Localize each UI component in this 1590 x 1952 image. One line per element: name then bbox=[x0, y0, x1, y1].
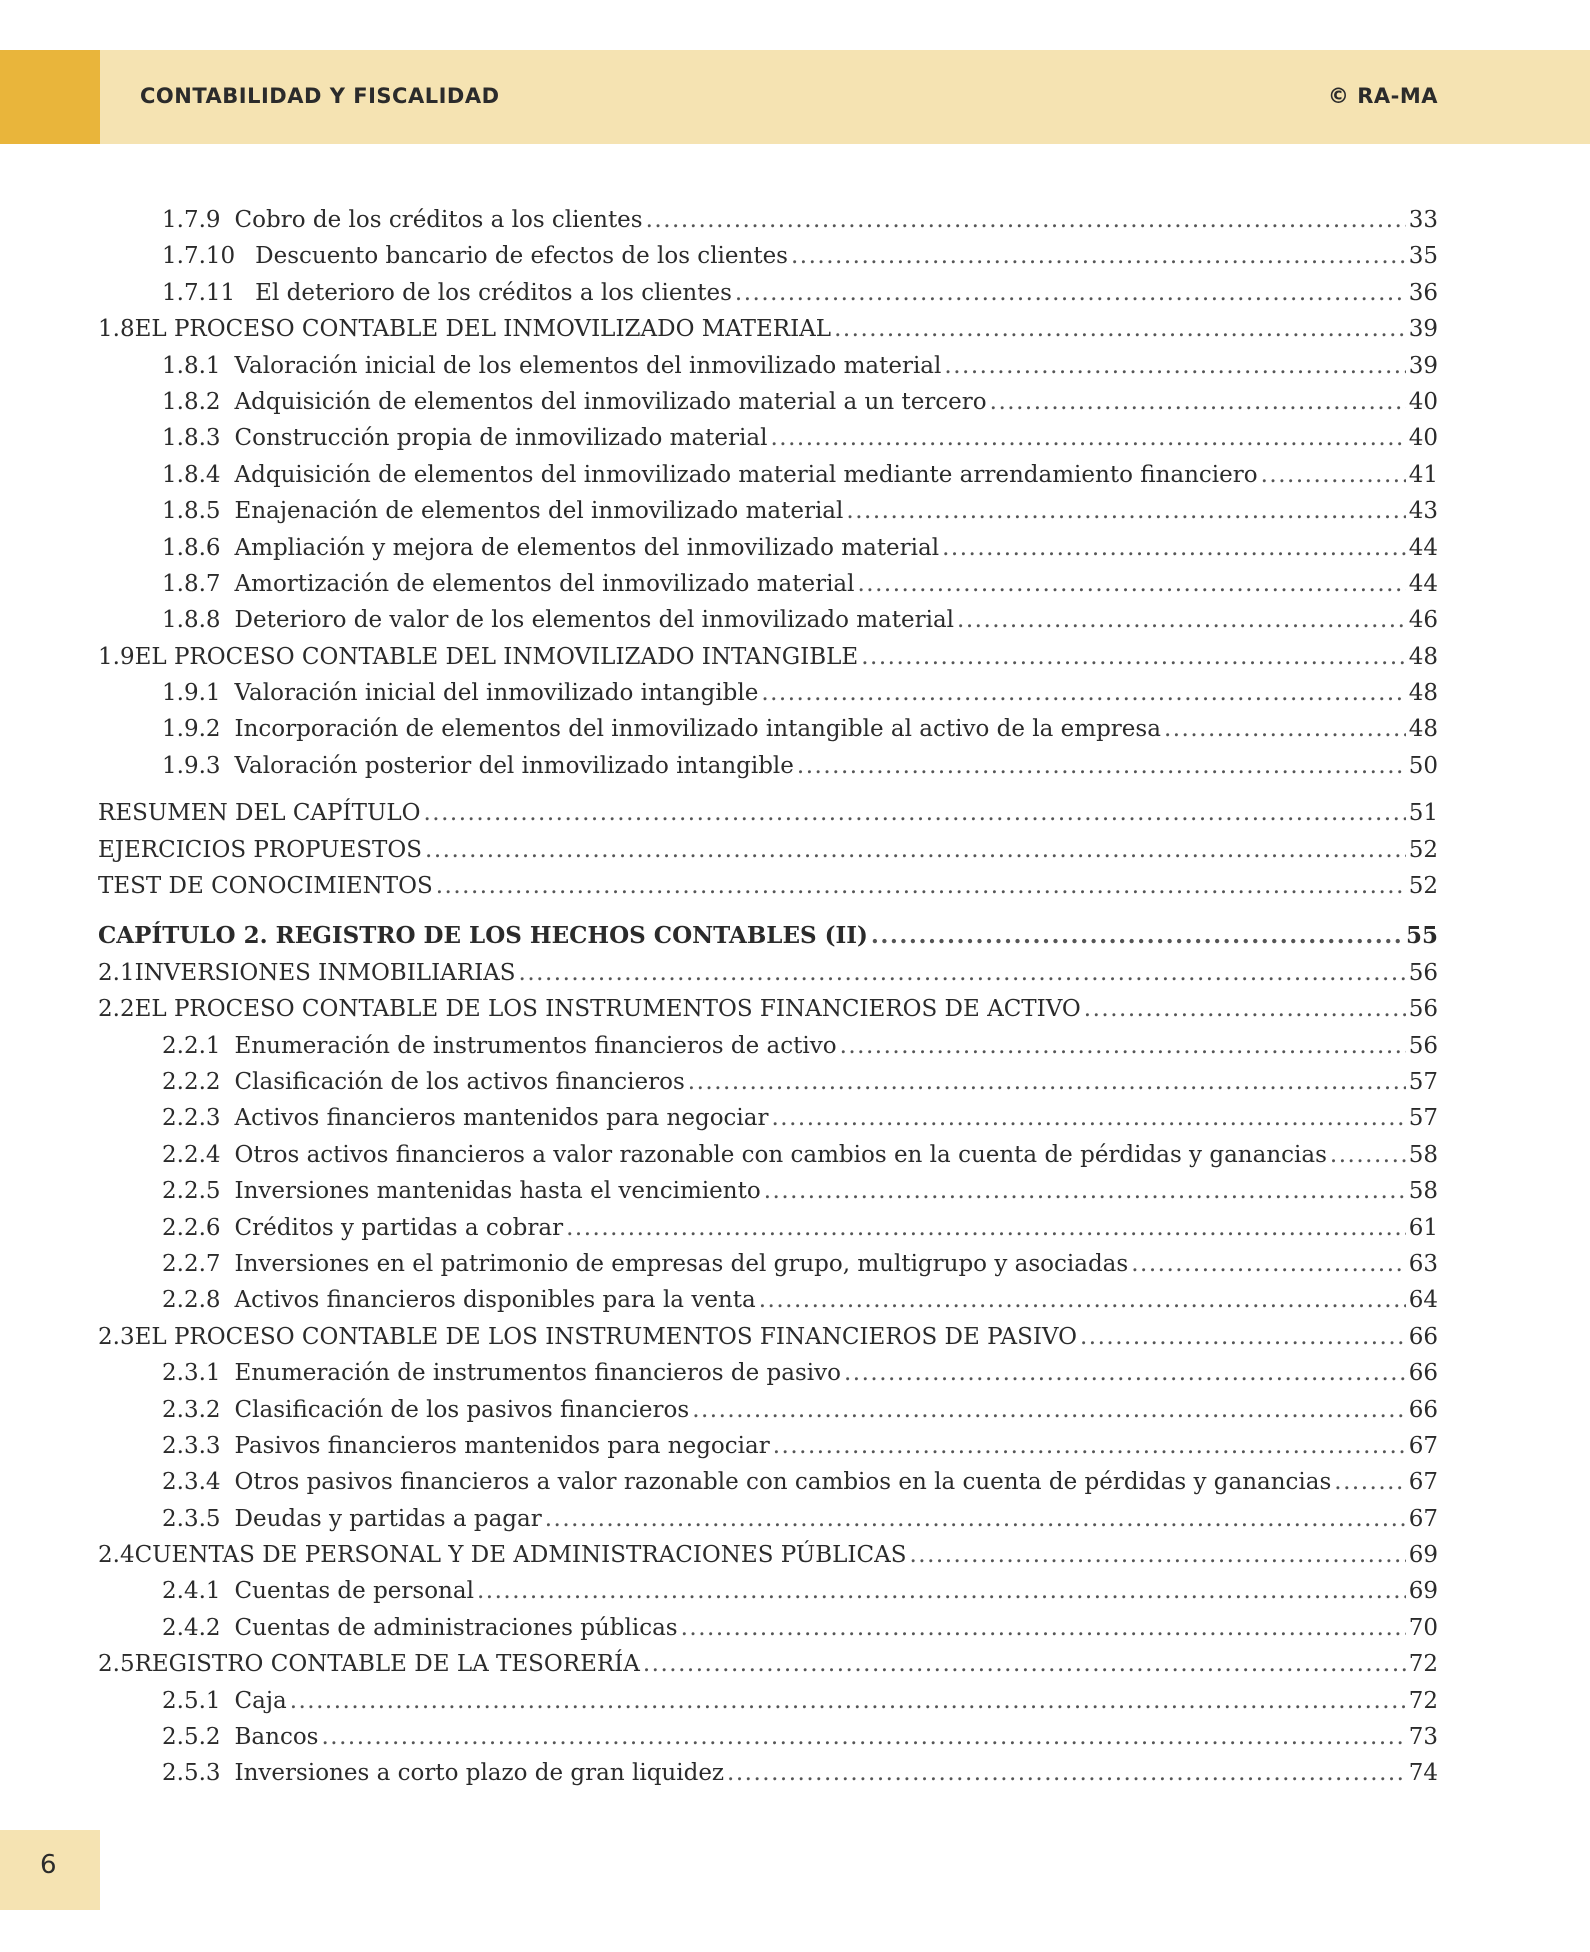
toc-entry-page: 63 bbox=[1408, 1250, 1438, 1277]
toc-entry-number: 2.2.8 bbox=[162, 1287, 221, 1314]
toc-entry-page: 36 bbox=[1408, 279, 1438, 306]
toc-entry-page: 69 bbox=[1408, 1578, 1438, 1605]
dot-leader bbox=[957, 602, 1406, 638]
dot-leader bbox=[735, 275, 1406, 311]
toc-entry-label: Otros activos financieros a valor razonable con cambios en la cuenta de pérdidas y ganancias bbox=[234, 1141, 1327, 1168]
toc-entry-number: 2.3.3 bbox=[162, 1432, 221, 1459]
toc-entry-label: Activos financieros disponibles para la venta bbox=[234, 1287, 756, 1314]
toc-entry-label: Bancos bbox=[234, 1724, 319, 1751]
toc-entry-page: 66 bbox=[1408, 1360, 1438, 1387]
toc-entry-label: REGISTRO CONTABLE DE LA TESORERÍA bbox=[134, 1651, 640, 1678]
toc-entry-page: 51 bbox=[1408, 800, 1438, 827]
toc-entry-page: 73 bbox=[1408, 1724, 1438, 1751]
dot-leader bbox=[1261, 457, 1406, 493]
dot-leader bbox=[909, 1537, 1405, 1573]
toc-entry[interactable] bbox=[98, 748, 1438, 784]
dot-leader bbox=[1131, 1246, 1406, 1282]
toc-entry[interactable] bbox=[98, 1646, 1438, 1682]
dot-leader bbox=[425, 832, 1406, 868]
toc-entry-page: 39 bbox=[1408, 316, 1438, 343]
toc-entry-number: 2.5.3 bbox=[162, 1760, 221, 1787]
toc-entry-number: 2.2.4 bbox=[162, 1141, 221, 1168]
dot-leader bbox=[797, 748, 1406, 784]
book-title: CONTABILIDAD Y FISCALIDAD bbox=[140, 84, 500, 108]
toc-entry-number: 1.9.1 bbox=[162, 680, 221, 707]
toc-entry-label: El deterioro de los créditos a los clientes bbox=[255, 279, 732, 306]
toc-entry-number: 1.8.4 bbox=[162, 461, 221, 488]
dot-leader bbox=[846, 493, 1405, 529]
toc-entry-number: 2.2.3 bbox=[162, 1105, 221, 1132]
dot-leader bbox=[861, 639, 1406, 675]
toc-entry[interactable] bbox=[98, 1501, 1438, 1537]
toc-entry[interactable] bbox=[98, 1755, 1438, 1791]
toc-entry-label: CUENTAS DE PERSONAL Y DE ADMINISTRACIONES PÚBLICAS bbox=[134, 1542, 907, 1569]
toc-entry-label: RESUMEN DEL CAPÍTULO bbox=[98, 800, 421, 827]
toc-entry-label: Créditos y partidas a cobrar bbox=[234, 1214, 564, 1241]
toc-entry[interactable] bbox=[98, 1173, 1438, 1209]
toc-entry[interactable] bbox=[98, 991, 1438, 1027]
toc-entry-number: 1.8 bbox=[98, 316, 135, 343]
toc-entry-page: 56 bbox=[1408, 1032, 1438, 1059]
toc-entry-label: Enajenación de elementos del inmovilizado material bbox=[234, 498, 844, 525]
page-number: 6 bbox=[40, 1850, 57, 1880]
toc-entry-page: 40 bbox=[1408, 425, 1438, 452]
toc-entry-page: 48 bbox=[1408, 716, 1438, 743]
toc-entry-number: 2.2.2 bbox=[162, 1068, 221, 1095]
toc-entry-label: Deterioro de valor de los elementos del inmovilizado material bbox=[234, 607, 955, 634]
dot-leader bbox=[1084, 991, 1406, 1027]
toc-entry[interactable] bbox=[98, 566, 1438, 602]
toc-entry[interactable] bbox=[98, 1355, 1438, 1391]
toc-entry-page: 50 bbox=[1408, 752, 1438, 779]
dot-leader bbox=[770, 420, 1405, 456]
toc-entry[interactable] bbox=[98, 1319, 1438, 1355]
toc-entry[interactable] bbox=[98, 1392, 1438, 1428]
toc-entry-number: 1.8.7 bbox=[162, 570, 221, 597]
toc-entry[interactable] bbox=[98, 639, 1438, 675]
toc-entry-label: Clasificación de los pasivos financieros bbox=[234, 1396, 690, 1423]
toc-entry[interactable] bbox=[98, 1428, 1438, 1464]
toc-entry-label: Deudas y partidas a pagar bbox=[234, 1505, 542, 1532]
toc-entry-label: Activos financieros mantenidos para negociar bbox=[234, 1105, 769, 1132]
toc-entry[interactable] bbox=[98, 1137, 1438, 1173]
toc-entry-label: TEST DE CONOCIMIENTOS bbox=[98, 873, 433, 900]
toc-entry-label: Pasivos financieros mantenidos para negociar bbox=[234, 1432, 770, 1459]
toc-entry-label: EL PROCESO CONTABLE DEL INMOVILIZADO INTANGIBLE bbox=[134, 643, 859, 670]
toc-entry[interactable] bbox=[98, 955, 1438, 991]
toc-entry-label: Adquisición de elementos del inmovilizado material a un tercero bbox=[234, 388, 987, 415]
toc-entry-page: 66 bbox=[1408, 1323, 1438, 1350]
dot-leader bbox=[1080, 1319, 1406, 1355]
table-of-contents bbox=[98, 202, 1438, 1792]
toc-entry[interactable] bbox=[98, 1100, 1438, 1136]
toc-entry-page: 55 bbox=[1405, 922, 1438, 950]
toc-entry[interactable] bbox=[98, 384, 1438, 420]
toc-entry-number: 2.1 bbox=[98, 959, 135, 986]
toc-entry[interactable] bbox=[98, 275, 1438, 311]
dot-leader bbox=[840, 1028, 1406, 1064]
toc-entry[interactable] bbox=[98, 1537, 1438, 1573]
dot-leader bbox=[646, 202, 1406, 238]
toc-entry-number: 1.9.3 bbox=[162, 752, 221, 779]
toc-entry-number: 1.8.2 bbox=[162, 388, 221, 415]
toc-entry-label: Caja bbox=[234, 1687, 287, 1714]
toc-entry-page: 44 bbox=[1408, 570, 1438, 597]
toc-entry-number: 1.8.1 bbox=[162, 352, 221, 379]
toc-entry-page: 46 bbox=[1408, 607, 1438, 634]
toc-entry-number: 1.7.9 bbox=[162, 207, 221, 233]
toc-entry[interactable] bbox=[98, 1064, 1438, 1100]
toc-entry-label: EL PROCESO CONTABLE DE LOS INSTRUMENTOS FINANCIEROS DE PASIVO bbox=[134, 1323, 1077, 1350]
toc-entry-label: EJERCICIOS PROPUESTOS bbox=[98, 836, 423, 863]
toc-entry-page: 35 bbox=[1408, 243, 1438, 270]
dot-leader bbox=[1330, 1137, 1406, 1173]
dot-leader bbox=[791, 238, 1406, 274]
toc-entry[interactable] bbox=[98, 1246, 1438, 1282]
toc-entry-label: CAPÍTULO 2. REGISTRO DE LOS HECHOS CONTABLES (II) bbox=[98, 922, 868, 950]
toc-entry-label: Inversiones a corto plazo de gran liquidez bbox=[234, 1760, 725, 1787]
dot-leader bbox=[322, 1719, 1406, 1755]
dot-leader bbox=[871, 918, 1403, 954]
toc-entry-number: 1.8.6 bbox=[162, 534, 221, 561]
running-header bbox=[0, 50, 1590, 144]
toc-entry-number: 1.8.8 bbox=[162, 607, 221, 634]
toc-entry-label: Inversiones en el patrimonio de empresas del grupo, multigrupo y asociadas bbox=[234, 1250, 1129, 1277]
toc-entry-number: 2.5 bbox=[98, 1651, 135, 1678]
toc-entry-label: Cobro de los créditos a los clientes bbox=[234, 207, 643, 233]
toc-entry[interactable] bbox=[98, 1683, 1438, 1719]
toc-entry-page: 48 bbox=[1408, 643, 1438, 670]
toc-entry-page: 56 bbox=[1408, 996, 1438, 1023]
toc-entry[interactable] bbox=[98, 202, 1438, 238]
toc-entry-number: 1.9.2 bbox=[162, 716, 221, 743]
toc-entry-page: 43 bbox=[1408, 498, 1438, 525]
toc-entry-page: 52 bbox=[1408, 836, 1438, 863]
dot-leader bbox=[1334, 1464, 1405, 1500]
toc-entry-label: Adquisición de elementos del inmovilizado material mediante arrendamiento financiero bbox=[234, 461, 1258, 488]
toc-entry[interactable] bbox=[98, 1028, 1438, 1064]
toc-entry-page: 57 bbox=[1408, 1068, 1438, 1095]
toc-entry-page: 70 bbox=[1408, 1614, 1438, 1641]
toc-entry-label: Clasificación de los activos financieros bbox=[234, 1068, 685, 1095]
toc-entry-label: Enumeración de instrumentos financieros de pasivo bbox=[234, 1360, 841, 1387]
toc-entry-label: Valoración inicial del inmovilizado intangible bbox=[234, 680, 759, 707]
dot-leader bbox=[477, 1573, 1406, 1609]
toc-entry-label: Descuento bancario de efectos de los clientes bbox=[255, 243, 788, 270]
toc-entry[interactable] bbox=[98, 795, 1438, 831]
dot-leader bbox=[761, 675, 1405, 711]
toc-entry-number: 2.2.6 bbox=[162, 1214, 221, 1241]
toc-entry[interactable] bbox=[98, 530, 1438, 566]
toc-entry-label: EL PROCESO CONTABLE DE LOS INSTRUMENTOS FINANCIEROS DE ACTIVO bbox=[134, 996, 1081, 1023]
toc-entry-label: Construcción propia de inmovilizado material bbox=[234, 425, 768, 452]
toc-entry-label: Amortización de elementos del inmovilizado material bbox=[234, 570, 855, 597]
dot-leader bbox=[566, 1210, 1406, 1246]
toc-entry-label: INVERSIONES INMOBILIARIAS bbox=[134, 959, 516, 986]
toc-entry-page: 40 bbox=[1408, 388, 1438, 415]
dot-leader bbox=[772, 1100, 1406, 1136]
toc-entry-number: 2.3.5 bbox=[162, 1505, 221, 1532]
toc-entry-page: 61 bbox=[1408, 1214, 1438, 1241]
toc-entry-number: 2.4 bbox=[98, 1542, 135, 1569]
header-color-tab bbox=[0, 50, 100, 144]
toc-entry-page: 72 bbox=[1408, 1651, 1438, 1678]
toc-entry-number: 2.2.7 bbox=[162, 1250, 221, 1277]
toc-entry-number: 1.7.11 bbox=[162, 279, 236, 306]
toc-entry-label: Ampliación y mejora de elementos del inmovilizado material bbox=[234, 534, 940, 561]
toc-entry[interactable] bbox=[98, 1282, 1438, 1318]
toc-entry-number: 1.8.5 bbox=[162, 498, 221, 525]
toc-entry-label: Cuentas de personal bbox=[234, 1578, 474, 1605]
toc-entry[interactable] bbox=[98, 1464, 1438, 1500]
toc-entry[interactable] bbox=[98, 1573, 1438, 1609]
page-number-tab bbox=[0, 1830, 100, 1910]
dot-leader bbox=[834, 311, 1406, 347]
toc-entry-page: 66 bbox=[1408, 1396, 1438, 1423]
dot-leader bbox=[436, 868, 1406, 904]
dot-leader bbox=[990, 384, 1406, 420]
toc-entry-label: EL PROCESO CONTABLE DEL INMOVILIZADO MATERIAL bbox=[134, 316, 832, 343]
dot-leader bbox=[545, 1501, 1406, 1537]
dot-leader bbox=[764, 1173, 1406, 1209]
toc-entry-number: 2.2 bbox=[98, 996, 135, 1023]
toc-entry[interactable] bbox=[98, 311, 1438, 347]
toc-entry[interactable] bbox=[98, 675, 1438, 711]
toc-entry-label: Cuentas de administraciones públicas bbox=[234, 1614, 678, 1641]
toc-entry-page: 56 bbox=[1408, 959, 1438, 986]
toc-entry-page: 74 bbox=[1408, 1760, 1438, 1787]
toc-entry-page: 48 bbox=[1408, 680, 1438, 707]
toc-entry[interactable] bbox=[98, 348, 1438, 384]
toc-entry-page: 64 bbox=[1408, 1287, 1438, 1314]
toc-entry[interactable] bbox=[98, 832, 1438, 868]
toc-entry-page: 67 bbox=[1408, 1505, 1438, 1532]
dot-leader bbox=[681, 1610, 1406, 1646]
toc-entry-label: Incorporación de elementos del inmovilizado intangible al activo de la empresa bbox=[234, 716, 1161, 743]
toc-entry-number: 2.3.1 bbox=[162, 1360, 221, 1387]
dot-leader bbox=[773, 1428, 1406, 1464]
toc-entry-page: 67 bbox=[1408, 1432, 1438, 1459]
dot-leader bbox=[290, 1683, 1406, 1719]
toc-entry-page: 57 bbox=[1408, 1105, 1438, 1132]
toc-entry[interactable] bbox=[98, 1610, 1438, 1646]
toc-entry-number: 2.5.2 bbox=[162, 1724, 221, 1751]
toc-entry-page: 33 bbox=[1408, 207, 1438, 233]
toc-entry-number: 2.4.1 bbox=[162, 1578, 221, 1605]
toc-entry-number: 1.8.3 bbox=[162, 425, 221, 452]
dot-leader bbox=[759, 1282, 1406, 1318]
dot-leader bbox=[643, 1646, 1406, 1682]
toc-entry-number: 2.2.1 bbox=[162, 1032, 221, 1059]
toc-entry-page: 67 bbox=[1408, 1469, 1438, 1496]
dot-leader bbox=[688, 1064, 1406, 1100]
toc-entry-page: 58 bbox=[1408, 1141, 1438, 1168]
dot-leader bbox=[858, 566, 1406, 602]
toc-entry[interactable] bbox=[98, 1719, 1438, 1755]
toc-entry[interactable] bbox=[98, 238, 1438, 274]
toc-entry[interactable] bbox=[98, 602, 1438, 638]
dot-leader bbox=[423, 795, 1405, 831]
dot-leader bbox=[519, 955, 1406, 991]
toc-entry-label: Enumeración de instrumentos financieros de activo bbox=[234, 1032, 837, 1059]
toc-entry-page: 44 bbox=[1408, 534, 1438, 561]
dot-leader bbox=[942, 530, 1406, 566]
toc-entry-number: 2.2.5 bbox=[162, 1178, 221, 1205]
toc-entry[interactable] bbox=[98, 1210, 1438, 1246]
dot-leader bbox=[1164, 711, 1406, 747]
toc-entry-number: 2.3.2 bbox=[162, 1396, 221, 1423]
dot-leader bbox=[727, 1755, 1406, 1791]
toc-entry-page: 58 bbox=[1408, 1178, 1438, 1205]
toc-entry-number: 2.3 bbox=[98, 1323, 135, 1350]
toc-entry-page: 69 bbox=[1408, 1542, 1438, 1569]
toc-entry[interactable] bbox=[98, 868, 1438, 904]
toc-entry-page: 41 bbox=[1408, 461, 1438, 488]
toc-entry[interactable] bbox=[98, 493, 1438, 529]
toc-entry-number: 1.9 bbox=[98, 643, 135, 670]
toc-entry-label: Valoración inicial de los elementos del inmovilizado material bbox=[234, 352, 942, 379]
toc-entry-label: Otros pasivos financieros a valor razonable con cambios en la cuenta de pérdidas y ganancias bbox=[234, 1469, 1332, 1496]
toc-entry[interactable] bbox=[98, 420, 1438, 456]
dot-leader bbox=[944, 348, 1405, 384]
toc-entry-label: Inversiones mantenidas hasta el vencimiento bbox=[234, 1178, 761, 1205]
dot-leader bbox=[844, 1355, 1406, 1391]
publisher-mark: © RA-MA bbox=[1327, 84, 1438, 108]
toc-entry-page: 52 bbox=[1408, 873, 1438, 900]
dot-leader bbox=[692, 1392, 1406, 1428]
toc-entry-page: 72 bbox=[1408, 1687, 1438, 1714]
toc-entry[interactable] bbox=[98, 457, 1438, 493]
toc-chapter-entry[interactable] bbox=[98, 918, 1438, 954]
toc-entry-number: 2.4.2 bbox=[162, 1614, 221, 1641]
toc-entry-label: Valoración posterior del inmovilizado intangible bbox=[234, 752, 794, 779]
toc-entry-number: 2.3.4 bbox=[162, 1469, 221, 1496]
toc-entry[interactable] bbox=[98, 711, 1438, 747]
toc-entry-number: 1.7.10 bbox=[162, 243, 236, 270]
toc-entry-page: 39 bbox=[1408, 352, 1438, 379]
toc-entry-number: 2.5.1 bbox=[162, 1687, 221, 1714]
